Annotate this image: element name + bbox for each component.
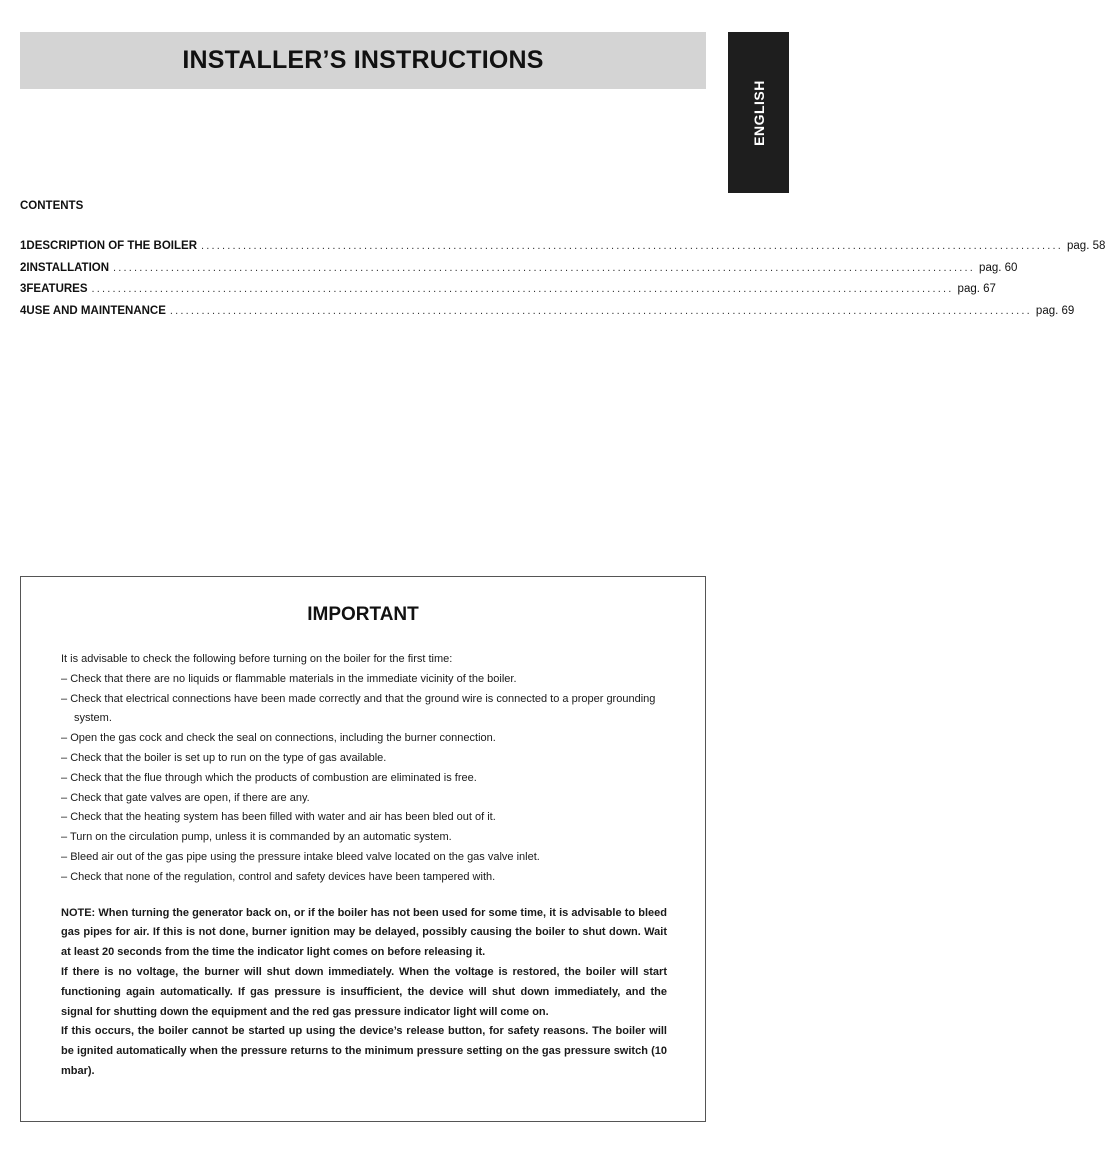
toc-row xyxy=(20,283,996,305)
checklist-item: – Turn on the circulation pump, unless it is commanded by an automatic system. xyxy=(61,828,667,848)
toc-leader-dots: .................................................................................................................................................................... xyxy=(113,261,976,274)
checklist-item: – Check that electrical connections have been made correctly and that the ground wire is connected to a proper grounding system. xyxy=(61,690,667,730)
note-section xyxy=(61,904,667,1082)
contents-heading: CONTENTS xyxy=(20,200,84,212)
language-tab-label: ENGLISH xyxy=(750,79,767,146)
checklist-item: – Check that the flue through which the products of combustion are eliminated is free. xyxy=(61,769,667,789)
toc-leader-dots: .................................................................................................................................................................... xyxy=(91,283,954,295)
toc-leader-dots: .................................................................................................................................................................... xyxy=(201,240,1064,252)
checklist-item: – Check that none of the regulation, control and safety devices have been tampered with. xyxy=(61,868,667,888)
toc-title: FEATURES xyxy=(26,283,88,295)
toc-page: pag. 58 xyxy=(1067,240,1105,252)
toc-number: 1 xyxy=(20,240,27,252)
toc-row xyxy=(20,261,1018,284)
table-of-contents xyxy=(20,240,1105,326)
toc-number: 2 xyxy=(20,261,27,274)
important-title: IMPORTANT xyxy=(307,604,419,625)
checklist-item: – Open the gas cock and check the seal on connections, including the burner connection. xyxy=(61,729,667,749)
toc-page: pag. 69 xyxy=(1035,304,1075,317)
note-paragraph: If this occurs, the boiler cannot be started up using the device’s release button, for safety reasons. The boiler will be ignited automatically when the pressure returns to the minimum pressure setting on the gas pressure switch (10 mbar). xyxy=(61,1025,667,1077)
note-paragraph: NOTE: When turning the generator back on, or if the boiler has not been used for some time, it is advisable to bleed gas pipes for air. If this is not done, burner ignition may be delayed, possibly causing the boiler to shut down. Wait at least 20 seconds from the time the indicator light comes on before releasing it. xyxy=(61,906,667,959)
toc-page: pag. 60 xyxy=(979,261,1018,274)
toc-title: DESCRIPTION OF THE BOILER xyxy=(26,240,197,252)
language-tab xyxy=(728,32,789,193)
checklist-item: – Check that the heating system has been filled with water and air has been bled out of it. xyxy=(61,808,667,828)
checklist-item: – Check that the boiler is set up to run on the type of gas available. xyxy=(61,749,667,769)
checklist-item: – Check that gate valves are open, if there are any. xyxy=(61,789,667,809)
toc-leader-dots: .................................................................................................................................................................... xyxy=(169,304,1032,317)
important-box xyxy=(20,576,706,1122)
title-bar xyxy=(20,32,706,89)
note-paragraph: If there is no voltage, the burner will shut down immediately. When the voltage is restored, the boiler will start functioning again automatically. If gas pressure is insufficient, the device will shut down immediately, and the signal for shutting down the equipment and the red gas pressure indicator light will come on. xyxy=(61,965,667,1018)
important-body xyxy=(61,650,667,1082)
important-intro: It is advisable to check the following before turning on the boiler for the first time: xyxy=(61,653,453,665)
toc-number: 3 xyxy=(20,283,27,295)
checklist-item: – Check that there are no liquids or flammable materials in the immediate vicinity of the boiler. xyxy=(61,670,667,690)
toc-page: pag. 67 xyxy=(957,283,996,295)
checklist-item: – Bleed air out of the gas pipe using the pressure intake bleed valve located on the gas valve inlet. xyxy=(61,848,667,868)
checklist xyxy=(61,670,667,888)
page-title: INSTALLER’S INSTRUCTIONS xyxy=(182,46,544,74)
toc-title: USE AND MAINTENANCE xyxy=(26,304,166,317)
toc-title: INSTALLATION xyxy=(26,261,110,274)
toc-row xyxy=(20,304,1075,327)
toc-number: 4 xyxy=(20,304,27,317)
toc-row xyxy=(20,240,1105,262)
